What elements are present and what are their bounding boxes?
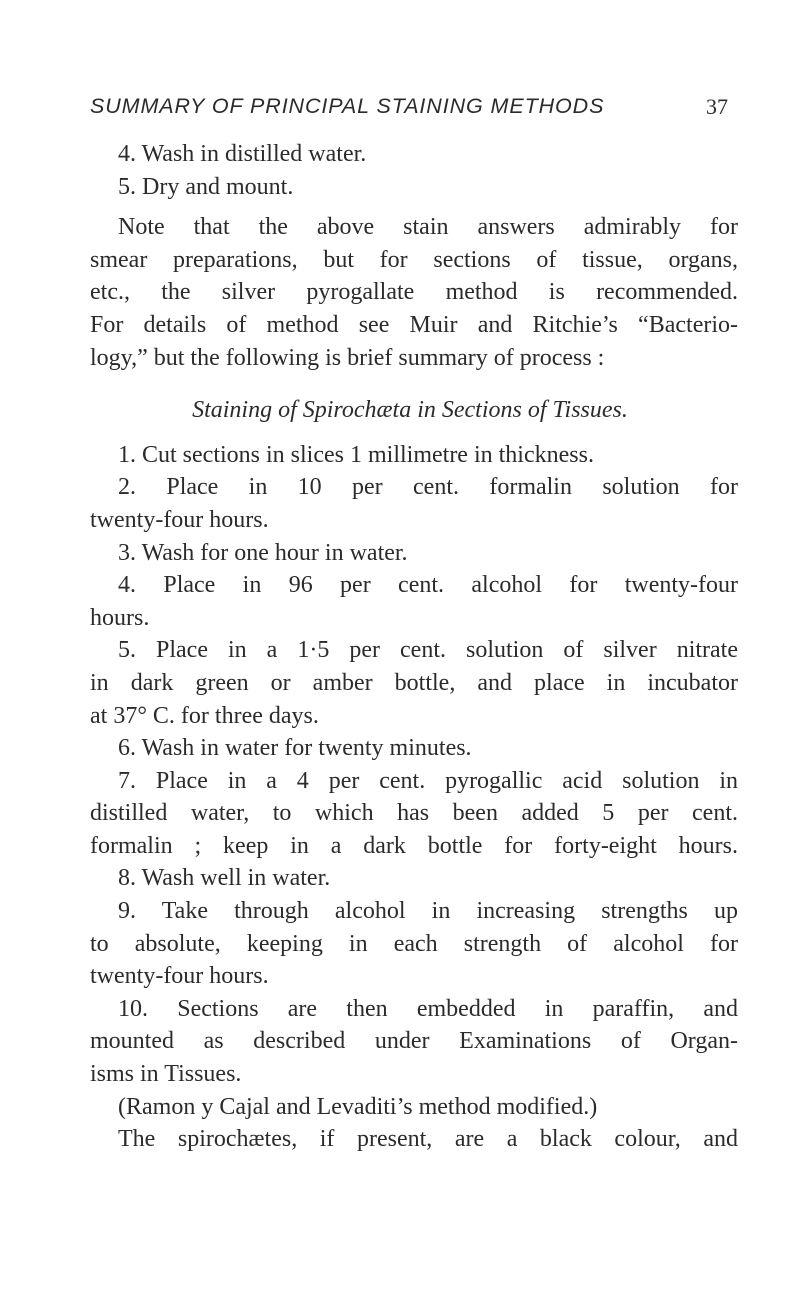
step-5-line: in dark green or amber bottle, and place in incubator [90,669,738,696]
step-10-line: 10. Sections are then embedded in paraffin, and [118,995,738,1022]
step-7-line: 7. Place in a 4 per cent. pyrogallic acid solution in [118,767,738,794]
step-5-line: at 37° C. for three days. [90,702,319,729]
paragraph-line: smear preparations, but for sections of tissue, organs, [90,246,738,273]
paragraph-line: logy,” but the following is brief summary of process : [90,344,605,371]
step-4-line: hours. [90,604,150,631]
step-3-line: 3. Wash for one hour in water. [118,539,408,566]
step-1-line: 1. Cut sections in slices 1 millimetre in thickness. [118,441,594,468]
step-2-line: 2. Place in 10 per cent. formalin solution for [118,474,738,501]
step-6-line: 6. Wash in water for twenty minutes. [118,735,472,762]
step-4-line: 4. Place in 96 per cent. alcohol for twenty-four [118,572,738,599]
paragraph-line: For details of method see Muir and Ritchie’s “Bacterio- [90,311,738,338]
step-7-line: formalin ; keep in a dark bottle for forty-eight hours. [90,832,738,859]
step-2-line: twenty-four hours. [90,506,269,533]
running-head [90,94,728,128]
step-9-line: twenty-four hours. [90,963,269,990]
section-heading: Staining of Spirochæta in Sections of Tissues. [192,397,628,424]
running-title: SUMMARY OF PRINCIPAL STAINING METHODS [90,94,605,118]
body-text [90,138,738,1156]
note-paragraph [90,211,738,374]
step-4-wash-line: 4. Wash in distilled water. [118,141,367,167]
step-7-line: distilled water, to which has been added 5 per cent. [90,800,738,827]
paragraph-line: etc., the silver pyrogallate method is recommended. [90,279,738,306]
closing-line: The spirochætes, if present, are a black colour, and [118,1126,738,1153]
attribution-line: (Ramon y Cajal and Levaditi’s method modified.) [118,1093,598,1120]
paragraph-line: Note that the above stain answers admirably for [118,214,738,241]
step-5-line: 5. Place in a 1·5 per cent. solution of silver nitrate [118,637,738,664]
step-9-line: 9. Take through alcohol in increasing strengths up [118,898,738,925]
page-number: 37 [706,94,728,119]
step-5-dry-line: 5. Dry and mount. [118,173,294,200]
step-10-line: isms in Tissues. [90,1061,242,1088]
step-9-line: to absolute, keeping in each strength of alcohol for [90,930,738,957]
step-8-line: 8. Wash well in water. [118,865,331,892]
step-10-line: mounted as described under Examinations of Organ- [90,1028,738,1055]
